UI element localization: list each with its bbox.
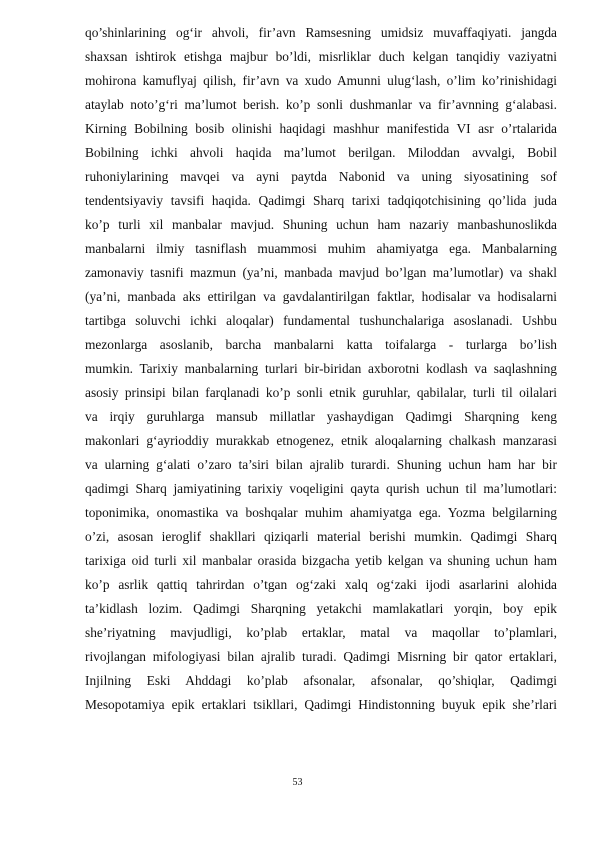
- text-line-23: tarixiga oid turli xil manbalar orasida bizgacha yetib kelgan va shuning uchun ham: [85, 553, 557, 568]
- text-line-7: ruhoniylarining mavqei va ayni paytda Nabonid va uning siyosatining sof: [85, 169, 557, 184]
- text-line-15: mumkin. Tarixiy manbalarning turlari bir-biridan axborotni kodlash va saqlashning: [85, 361, 557, 376]
- text-line-11: zamonaviy tasnifi mazmun (ya’ni, manbada mavjud bo’lgan ma’lumotlar) va shakl: [85, 265, 557, 280]
- text-line-20: qadimgi Sharq jamiyatining tarixiy voqeligini qayta qurish uchun til ma’lumotlari:: [85, 481, 557, 496]
- text-line-12: (ya’ni, manbada aks ettirilgan va gavdalantirilgan faktlar, hodisalar va hodisalarni: [85, 289, 557, 304]
- text-line-10: manbalarni ilmiy tasniflash muammosi muhim ahamiyatga ega. Manbalarning: [85, 241, 557, 256]
- text-line-28: Injilning Eski Ahddagi ko’plab afsonalar, afsonalar, qo’shiqlar, Qadimgi: [85, 673, 557, 688]
- text-line-8: tendentsiyaviy tavsifi haqida. Qadimgi Sharq tarixi tadqiqotchisining qo’lida juda: [85, 193, 557, 208]
- text-line-9: ko’p turli xil manbalar mavjud. Shuning uchun ham nazariy manbashunoslikda: [85, 217, 557, 232]
- text-line-2: shaxsan ishtirok etishga majbur bo’ldi, misrliklar duch kelgan tanqidiy vaziyatni: [85, 49, 557, 64]
- text-line-6: Bobilning ichki ahvoli haqida ma’lumot berilgan. Miloddan avvalgi, Bobil: [85, 145, 557, 160]
- text-line-22: o’zi, asosan ieroglif shakllari qiziqarli material berishi mumkin. Qadimgi Sharq: [85, 529, 557, 544]
- text-line-18: makonlari g‘ayrioddiy murakkab etnogenez, etnik aloqalarning chalkash manzarasi: [85, 433, 557, 448]
- text-line-27: rivojlangan mifologiyasi bilan ajralib turadi. Qadimgi Misrning bir qator ertaklari,: [85, 649, 557, 664]
- text-line-17: va irqiy guruhlarga mansub millatlar yashaydigan Qadimgi Sharqning keng: [85, 409, 557, 424]
- text-line-24: ko’p asrlik qattiq tahrirdan o’tgan og‘zaki xalq og‘zaki ijodi asarlarini alohida: [85, 577, 557, 592]
- text-line-14: mezonlarga asoslanib, barcha manbalarni katta toifalarga - turlarga bo’lish: [85, 337, 557, 352]
- text-line-26: she’riyatning mavjudligi, ko’plab ertaklar, matal va maqollar to’plamlari,: [85, 625, 557, 640]
- text-line-1: qo’shinlarining og‘ir ahvoli, fir’avn Ramsesning umidsiz muvaffaqiyati. jangda: [85, 25, 557, 40]
- text-line-5: Kirning Bobilning bosib olinishi haqidagi mashhur manifestida VI asr o’rtalarida: [85, 121, 557, 136]
- text-line-25: ta’kidlash lozim. Qadimgi Sharqning yetakchi mamlakatlari yorqin, boy epik: [85, 601, 557, 616]
- text-line-16: asosiy prinsipi bilan farqlanadi ko’p sonli etnik guruhlar, qabilalar, turli til oilalari: [85, 385, 557, 400]
- text-line-4: ataylab noto’g‘ri ma’lumot berish. ko’p sonli dushmanlar va fir’avnning g‘alabasi.: [85, 97, 557, 112]
- page-number: 53: [292, 777, 303, 788]
- text-line-3: mohirona kamuflyaj qilish, fir’avn va xudo Amunni ulug‘lash, o’lim ko’rinishidagi: [85, 73, 557, 88]
- text-line-19: va ularning g‘alati o’zaro ta’siri bilan ajralib turardi. Shuning uchun ham har bir: [85, 457, 557, 472]
- text-line-21: toponimika, onomastika va boshqalar muhim ahamiyatga ega. Yozma belgilarning: [85, 505, 557, 520]
- text-line-13: tartibga soluvchi ichki aloqalar) fundamental tushunchalariga asoslanadi. Ushbu: [85, 313, 557, 328]
- body-text: [85, 21, 557, 717]
- text-line-29: Mesopotamiya epik ertaklari tsikllari, Qadimgi Hindistonning buyuk epik she’rlari: [85, 697, 557, 712]
